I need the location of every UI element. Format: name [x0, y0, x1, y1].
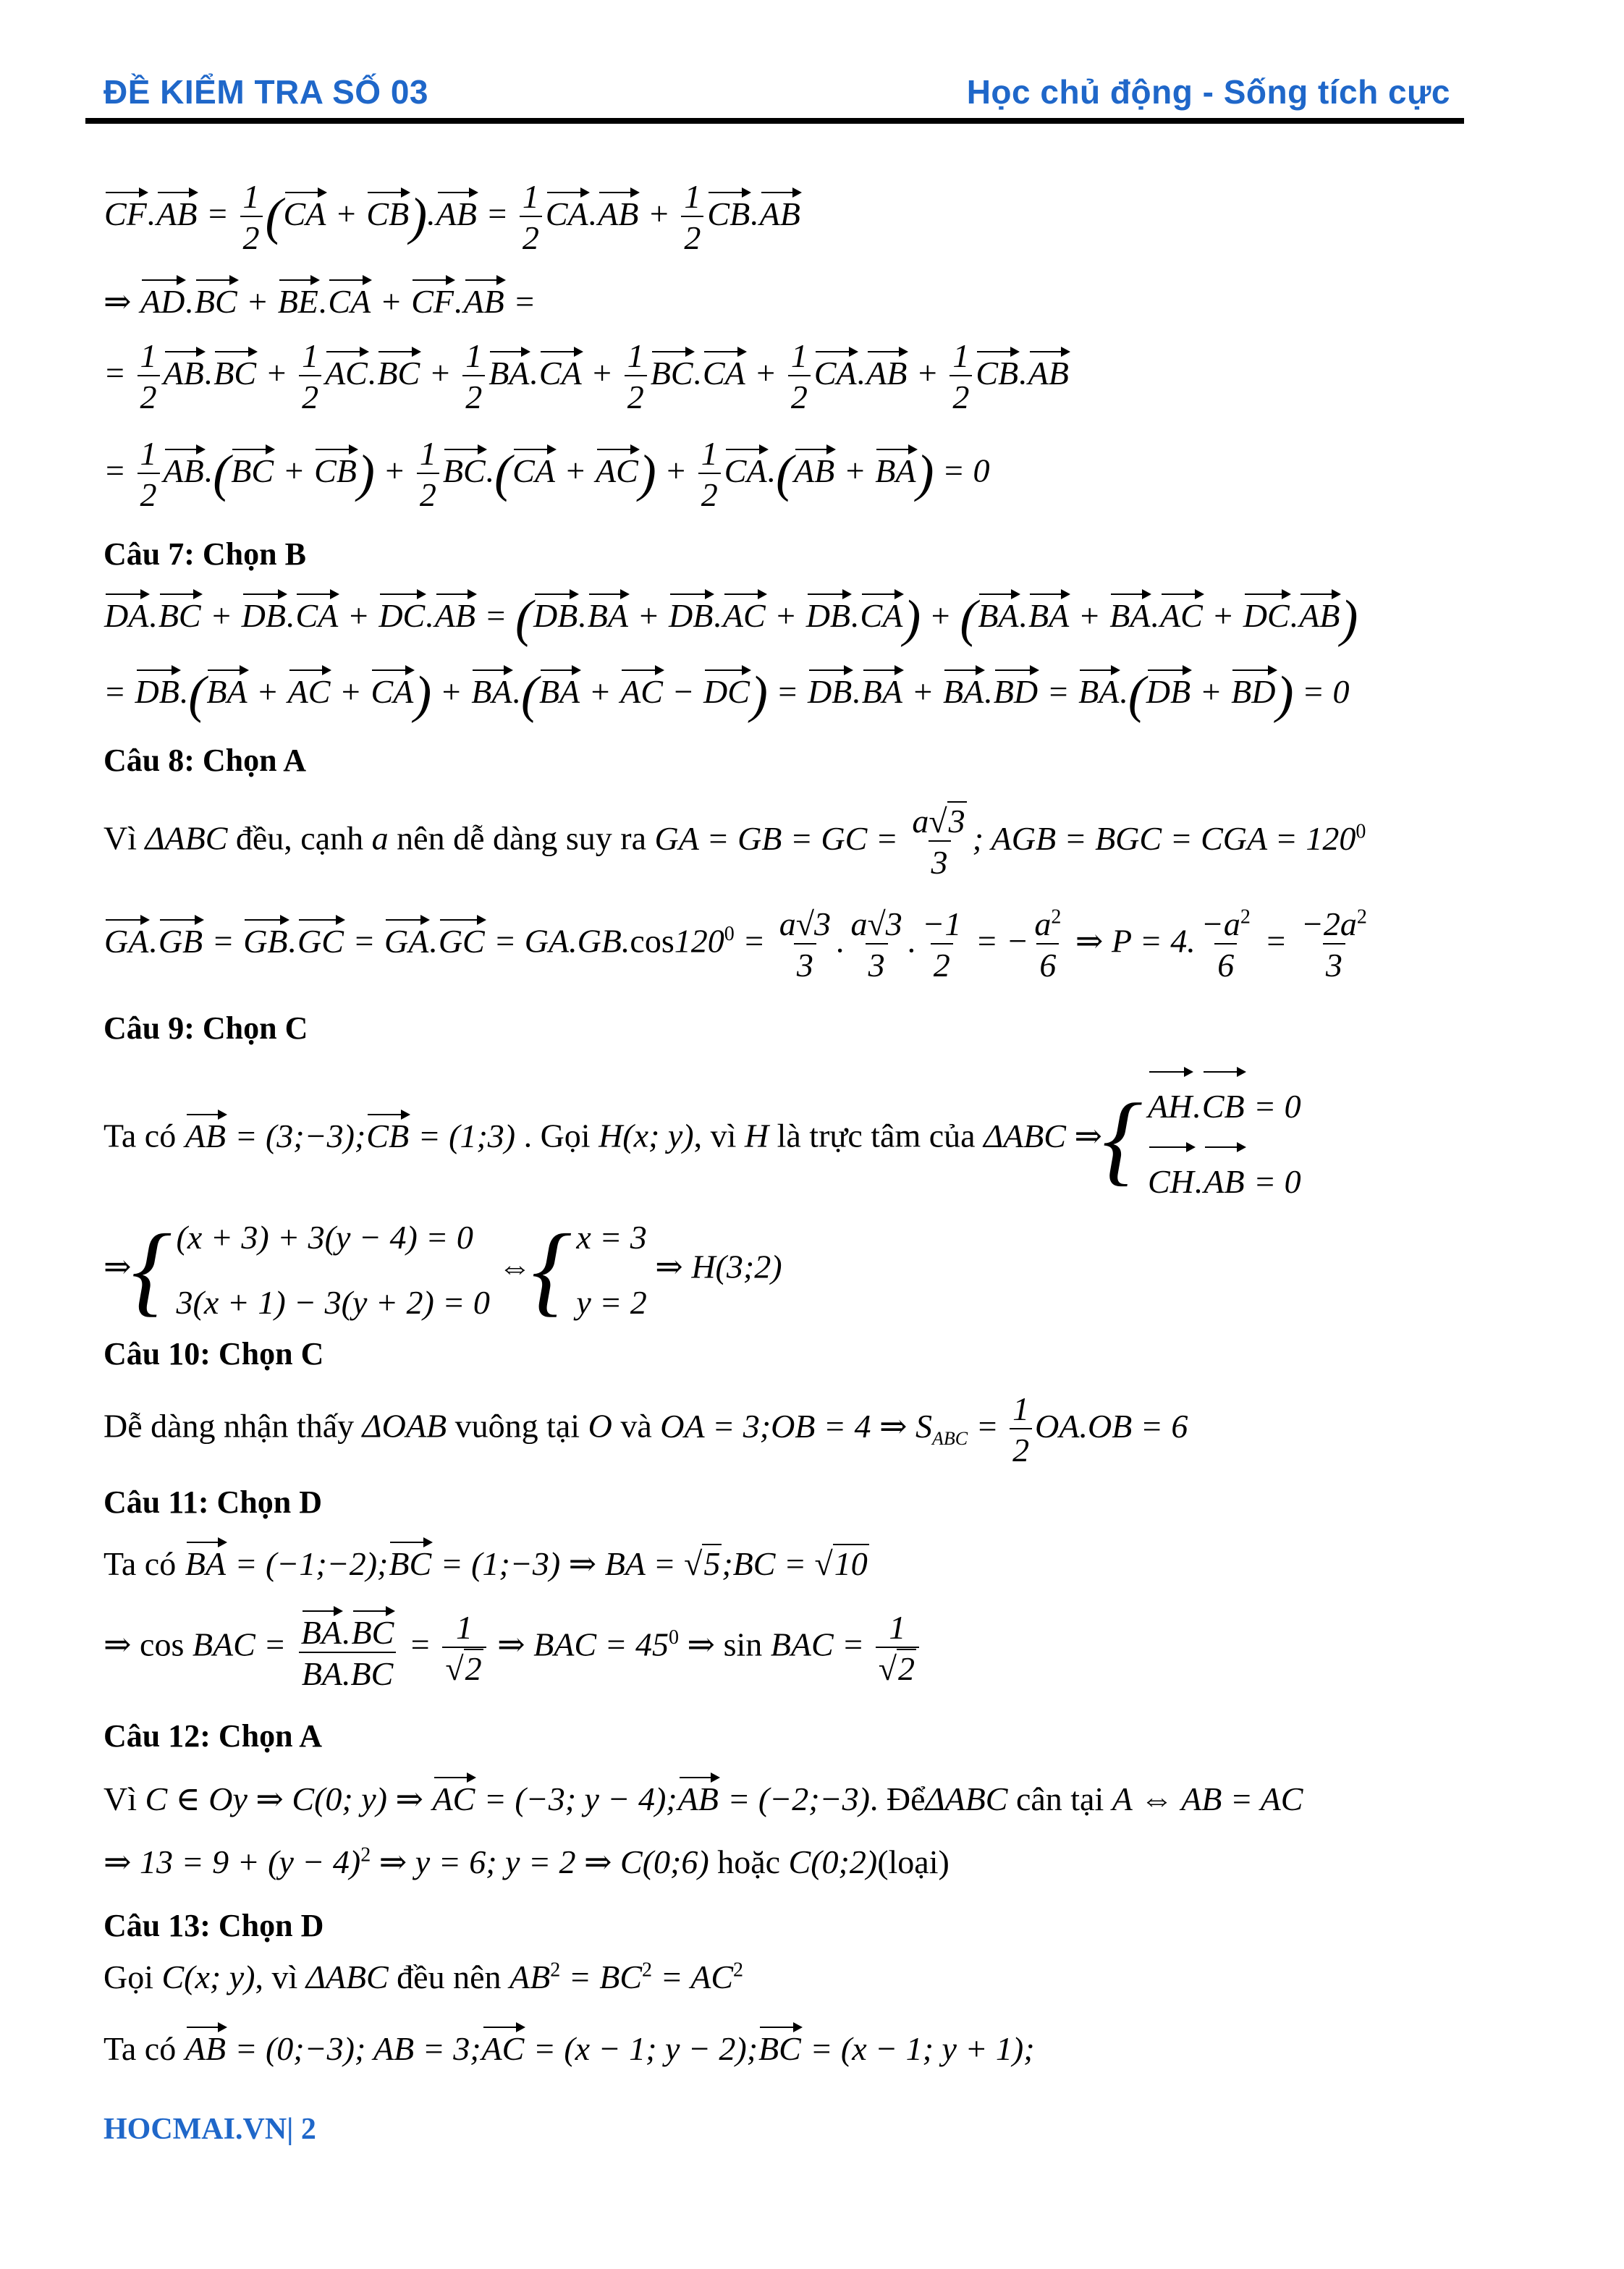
equation-line: = DB.(BA + AC + CA) + BA.(BA + AC − DC) = DB.BA + BA.BD = BA.(DB + BD) = 0	[103, 662, 1350, 716]
equation-line: DA.BC + DB.CA + DC.AB = (DB.BA + DB.AC + DB.CA) + (BA.BA + BA.AC + DC.AB)	[103, 586, 1358, 640]
text: Vì	[103, 819, 137, 857]
equation-line: ⇒ AD.BC + BE.CA + CF.AB =	[103, 272, 536, 321]
text: cân tại	[1015, 1780, 1104, 1817]
text: là trực tâm của	[777, 1117, 976, 1154]
text: . Để	[869, 1780, 926, 1817]
page-footer	[103, 2112, 316, 2147]
text: , vì	[693, 1117, 737, 1154]
text: Ta có	[103, 2030, 177, 2067]
text: Gọi	[103, 1959, 153, 1995]
equation-line: Ta có AB = (0;−3); AB = 3;AC = (x − 1; y − 2);BC = (x − 1; y + 1);	[103, 2019, 1035, 2068]
equation-line: Gọi C(x; y), vì ΔABC đều nên $AB^2 = BC^2 = AC^2$	[103, 1959, 744, 1995]
question-heading: Câu 10: Chọn C	[103, 1336, 324, 1372]
text: Vì	[103, 1780, 137, 1817]
page-number: 2	[300, 2113, 316, 2146]
question-heading: Câu 11: Chọn D	[103, 1484, 322, 1520]
text: nên dễ dàng suy ra	[397, 819, 647, 857]
question-heading: Câu 8: Chọn A	[103, 743, 306, 778]
footer-site: HOCMAI.VN|	[103, 2113, 294, 2146]
question-heading: Câu 9: Chọn C	[103, 1010, 308, 1046]
equation-line: Dễ dàng nhận thấy ΔOAB vuông tại O và OA = 3;OB = 4 ⇒ $S_{ABC}$ = $\frac{1}{2}$ OA.OB = 6	[103, 1390, 1188, 1469]
equation-line: Vì ΔABC đều, cạnh a nên dễ dàng suy ra GA = GB = GC = $\frac{a√3}{3}$ ; AGB = BGC = CGA = $120^0$	[103, 803, 1366, 881]
text: và	[620, 1407, 652, 1445]
equation-line: CF.AB = $\frac{1}{2}$ (CA + CB).AB = $\frac{1}{2}$ CA.AB + $\frac{1}{2}$ CB.AB	[104, 178, 800, 256]
question-heading: Câu 7: Chọn B	[103, 536, 306, 572]
equation-line: $GA.GB = GB.GC = GA.GC = GA.GB.\cos 120^0$ = $\frac{a√3}{3}$ . $\frac{a√3}{3}$ . $\frac{-1}{2}$ = − $\frac{a^2}{6}$ ⇒ P = 4. $\frac{-a^2}{6}$ = $\frac{-2a^2}{3}$	[104, 905, 1367, 984]
text: . Gọi	[523, 1117, 591, 1154]
question-heading: Câu 13: Chọn D	[103, 1908, 324, 1943]
text: Ta có	[103, 1545, 177, 1582]
equation-line: Ta có BA = (−1;−2);BC = (1;−3) ⇒ BA = √5;BC = √10	[103, 1534, 869, 1583]
text: đều nên	[397, 1959, 502, 1995]
equation-line: ⇒ $13 = 9 + (y - 4)^2$ ⇒ y = 6; y = 2 ⇒ C(0;6) hoặc C(0;2)(loại)	[103, 1843, 950, 1880]
header-rule	[85, 118, 1464, 124]
equation-line: ⇒ cos BAC = $\frac{BA.BC}{BA.BC}$ = $\frac{1}{√2}$ ⇒ BAC = $45^0$ ⇒ sin BAC = $\frac{1}{√2}$	[103, 1603, 922, 1693]
text: (loại)	[877, 1843, 950, 1880]
header-slogan: Học chủ động - Sống tích cực	[966, 73, 1450, 111]
text: vuông tại	[454, 1407, 580, 1445]
equation-line: = $\frac{1}{2}$ AB.BC + $\frac{1}{2}$ AC.BC + $\frac{1}{2}$ BA.CA + $\frac{1}{2}$ BC.CA + $\frac{1}{2}$ CA.AB + $\frac{1}{2}$ CB.AB	[103, 337, 1069, 415]
text: hoặc	[717, 1843, 781, 1880]
document-title: ĐỀ KIỂM TRA SỐ 03	[103, 73, 428, 111]
equation-line: ⇒{ (x + 3) + 3(y − 4) = 0 3(x + 1) − 3(y + 2) = 0 ⇔{ x = 3 y = 2 ⇒ H(3;2)	[103, 1214, 782, 1326]
equation-line: = $\frac{1}{2}$ AB.(BC + CB) + $\frac{1}{2}$ BC.(CA + AC) + $\frac{1}{2}$ CA.(AB + BA) = 0	[103, 435, 990, 513]
text: , vì	[255, 1959, 298, 1995]
text: Dễ dàng nhận thấy	[103, 1407, 355, 1445]
equation-line: Ta có AB = (3;−3);CB = (1;3) . Gọi H(x; y), vì H là trực tâm của ΔABC ⇒{ AH.CB = 0 CH.AB = 0	[103, 1064, 1301, 1214]
equation-line: Vì C ∈ Oy ⇒ C(0; y) ⇒ AC = (−3; y − 4);AB = (−2;−3). ĐểΔABC cân tại A ⇔ AB = AC	[103, 1770, 1303, 1818]
text: Ta có	[103, 1117, 177, 1154]
text: đều, cạnh	[235, 819, 364, 857]
question-heading: Câu 12: Chọn A	[103, 1718, 322, 1754]
